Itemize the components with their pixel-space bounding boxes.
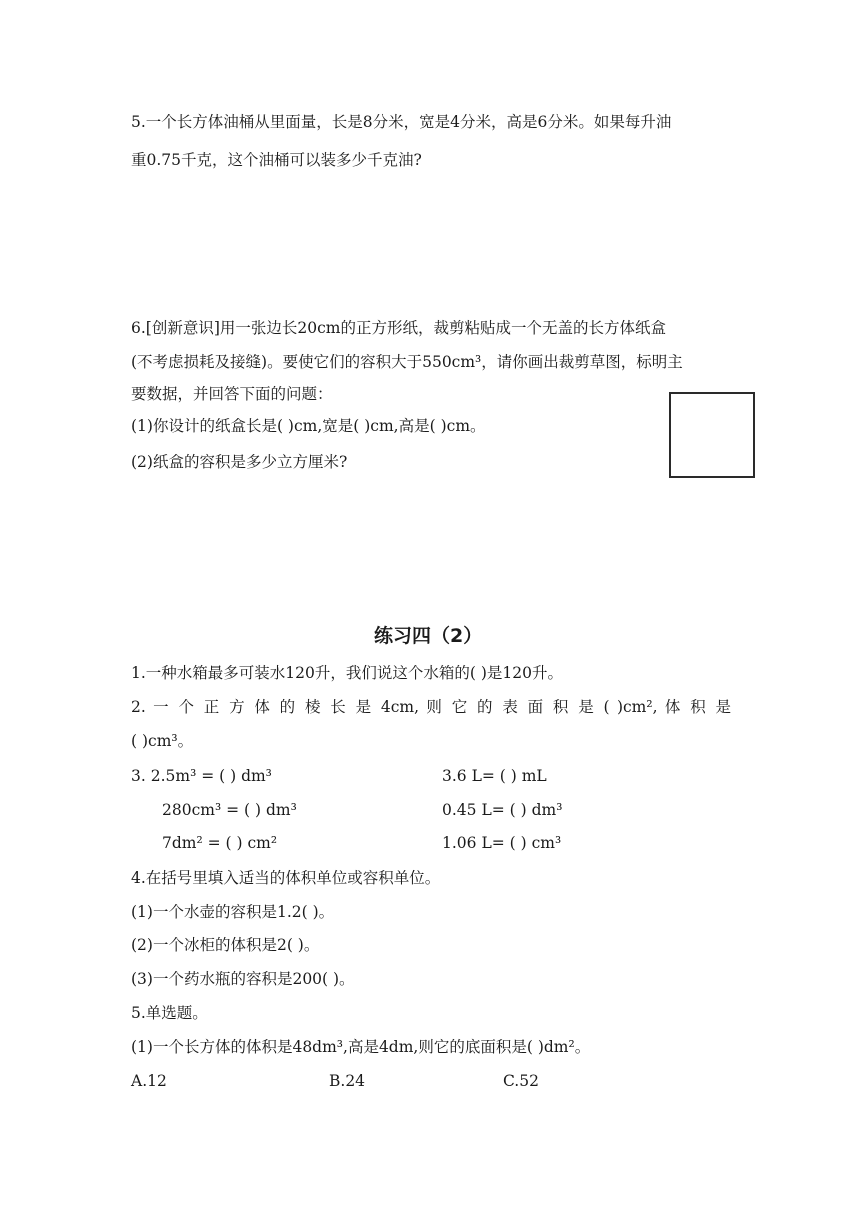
problem-5-line-1: 5.一个长方体油桶从里面量，长是8分米，宽是4分米，高是6分米。如果每升油 xyxy=(131,113,672,131)
problem-6-line-3: 要数据，并回答下面的问题： xyxy=(131,385,333,403)
exercise-4-item-2: (2)一个冰柜的体积是2( )。 xyxy=(131,936,320,954)
exercise-3-row-2-left: 280cm³ = ( ) dm³ xyxy=(162,801,297,819)
option-a: A.12 xyxy=(131,1072,167,1090)
exercise-4-item-1: (1)一个水壶的容积是1.2( )。 xyxy=(131,903,335,921)
exercise-3-row-3-right: 1.06 L= ( ) cm³ xyxy=(442,834,562,852)
problem-5-line-2: 重0.75千克，这个油桶可以装多少千克油? xyxy=(131,151,422,169)
problem-6-line-1: 6.[创新意识]用一张边长20cm的正方形纸，裁剪粘贴成一个无盖的长方体纸盒 xyxy=(131,319,666,337)
exercise-3-row-2-right: 0.45 L= ( ) dm³ xyxy=(442,801,563,819)
exercise-2-line-1: 2. 一 个 正 方 体 的 棱 长 是 4cm, 则 它 的 表 面 积 是 ( )cm², 体 积 是 xyxy=(131,698,731,716)
problem-6-line-2: (不考虑损耗及接缝)。要使它们的容积大于550cm³，请你画出裁剪草图，标明主 xyxy=(131,353,683,371)
exercise-2-line-2: ( )cm³。 xyxy=(131,732,194,750)
problem-6-question-2: (2)纸盒的容积是多少立方厘米? xyxy=(131,453,348,471)
problem-6-question-1: (1)你设计的纸盒长是( )cm,宽是( )cm,高是( )cm。 xyxy=(131,417,486,435)
exercise-5: 5.单选题。 xyxy=(131,1004,208,1022)
option-c: C.52 xyxy=(503,1072,539,1090)
exercise-3-row-1-right: 3.6 L= ( ) mL xyxy=(442,767,547,785)
exercise-4: 4.在括号里填入适当的体积单位或容积单位。 xyxy=(131,869,441,887)
exercise-1: 1.一种水箱最多可装水120升，我们说这个水箱的( )是120升。 xyxy=(131,664,563,682)
exercise-3-row-1-left: 3. 2.5m³ = ( ) dm³ xyxy=(131,767,272,785)
exercise-5-item-1: (1)一个长方体的体积是48dm³,高是4dm,则它的底面积是( )dm²。 xyxy=(131,1038,591,1056)
sketch-square xyxy=(669,392,755,478)
exercise-3-row-3-left: 7dm² = ( ) cm² xyxy=(162,834,278,852)
option-b: B.24 xyxy=(329,1072,366,1090)
exercise-4-item-3: (3)一个药水瓶的容积是200( )。 xyxy=(131,970,355,988)
section-title: 练习四（2） xyxy=(374,625,483,647)
